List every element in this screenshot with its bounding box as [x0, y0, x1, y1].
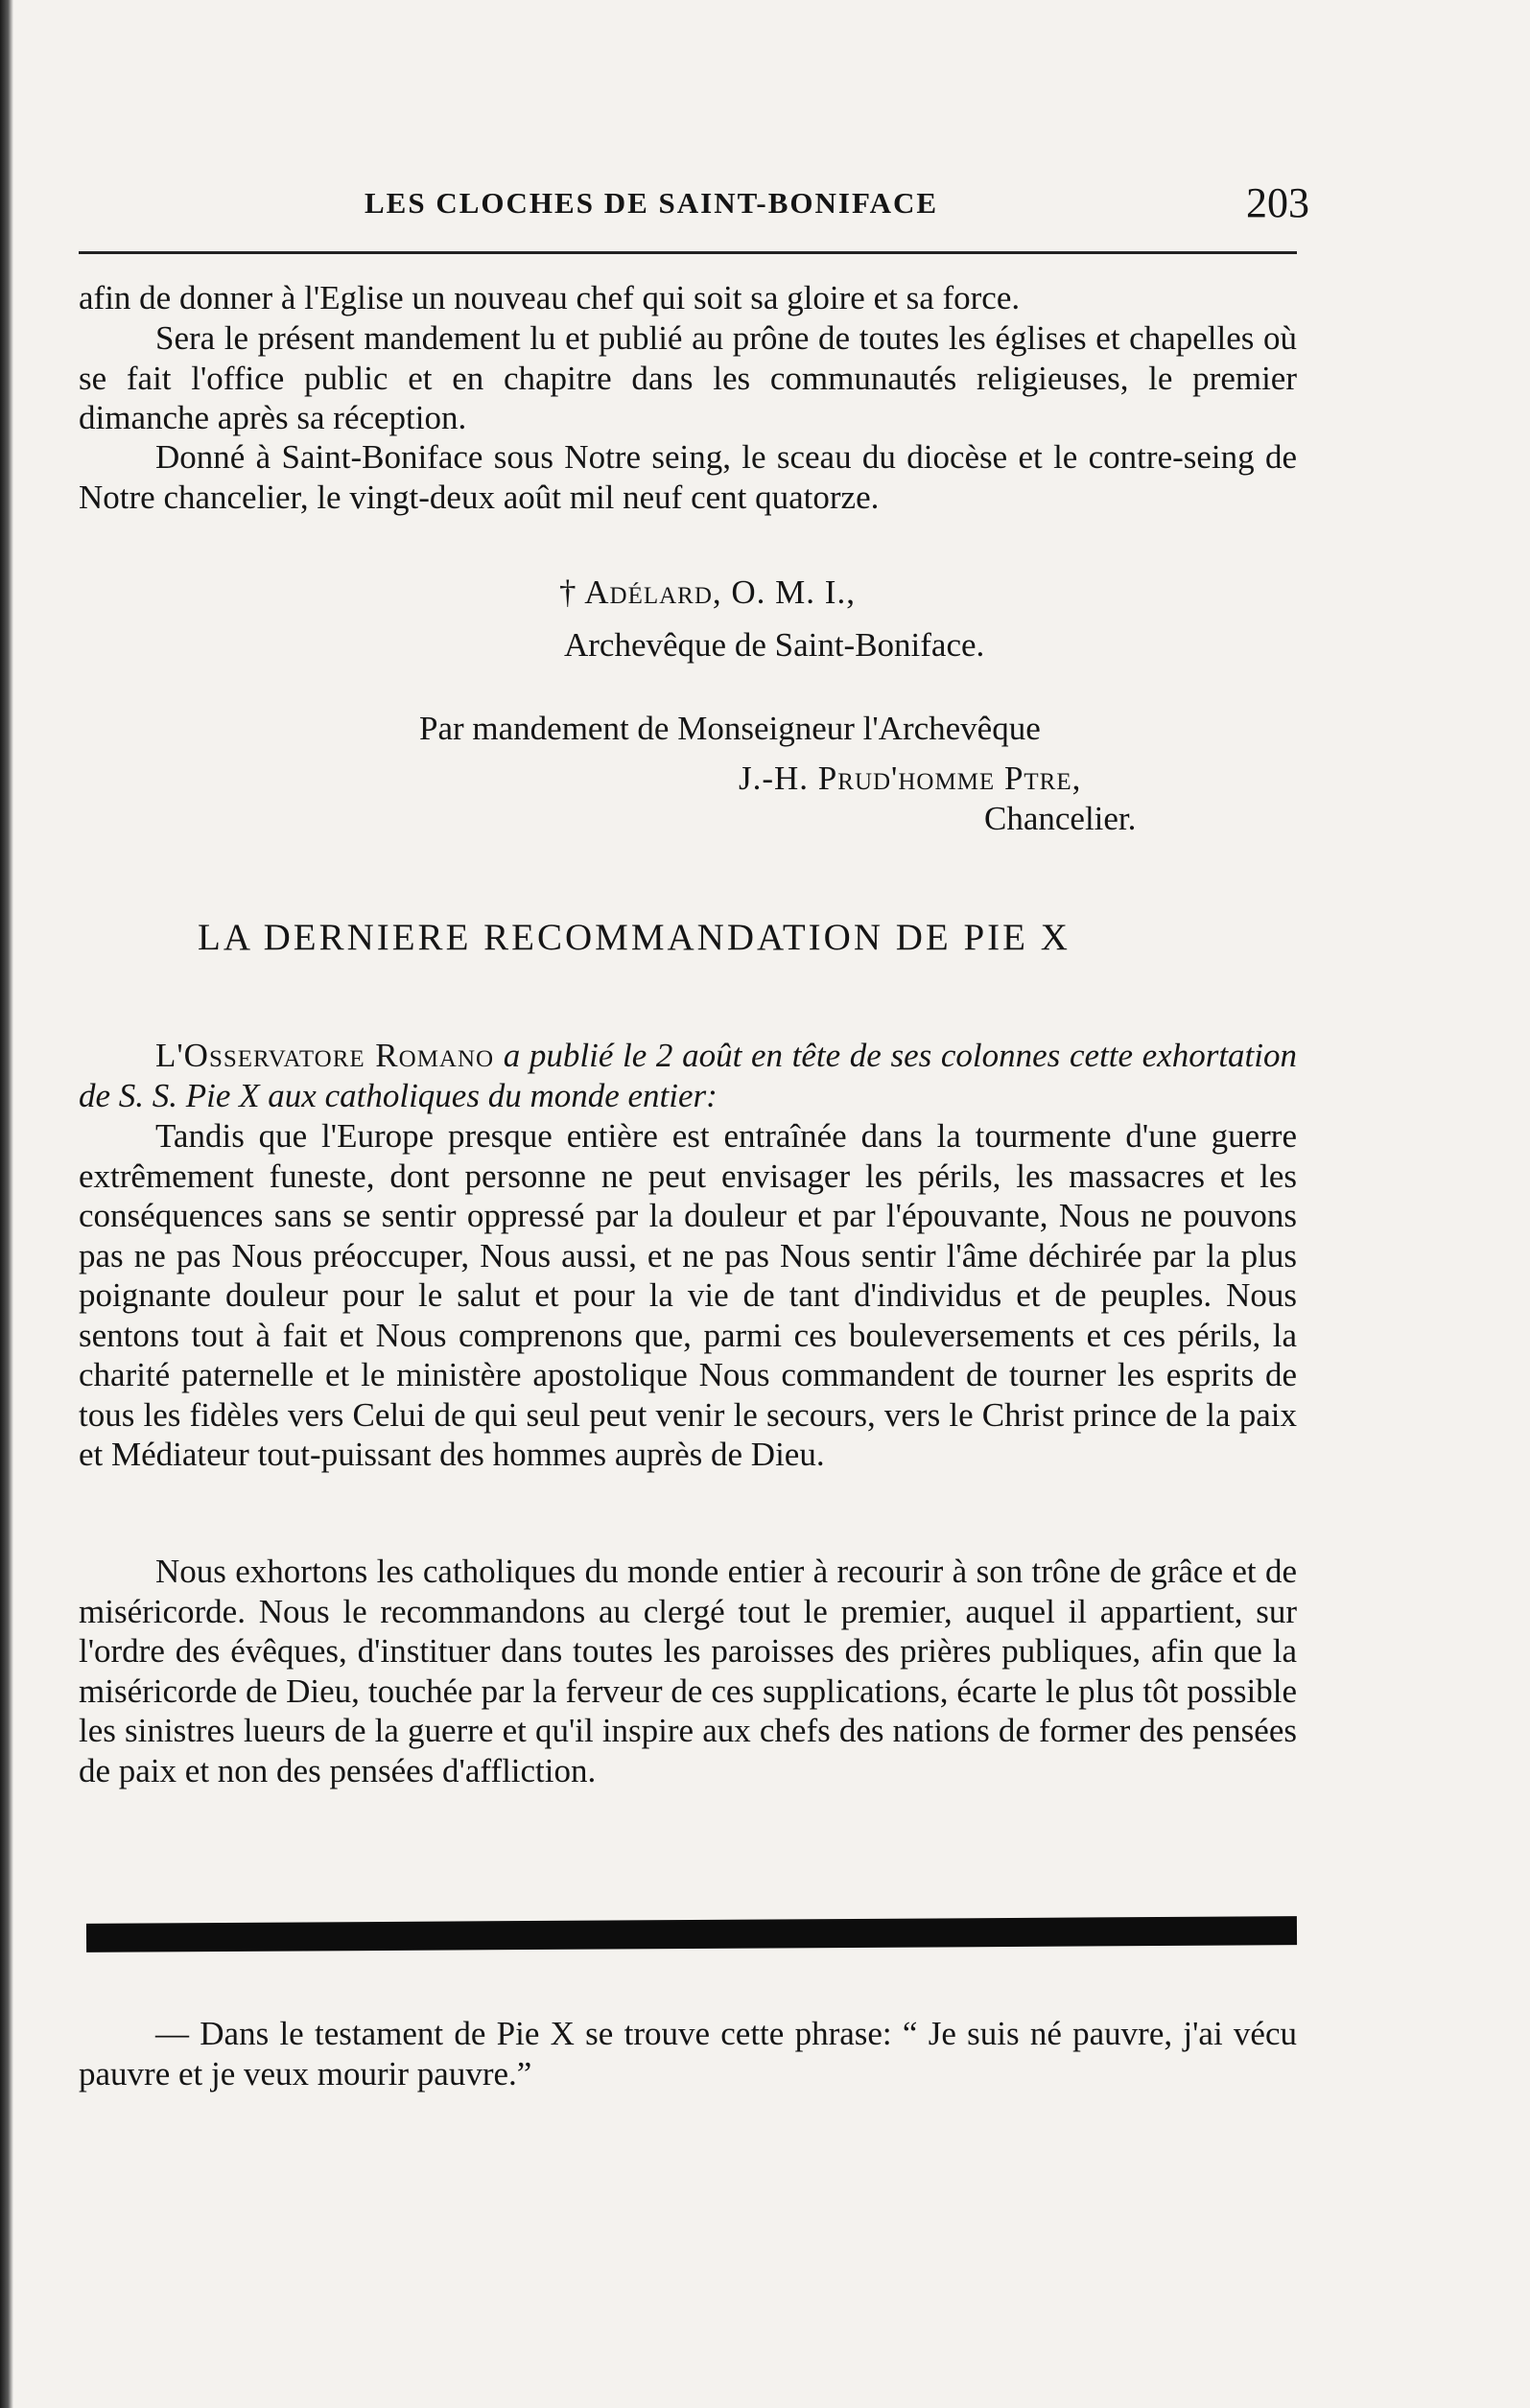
signature-title: Archevêque de Saint-Boniface. — [564, 626, 985, 664]
signature-name: Adélard, O. M. I., — [584, 573, 856, 611]
by-order-line: Par mandement de Monseigneur l'Archevêque — [419, 710, 1041, 747]
section-divider-bar — [86, 1916, 1297, 1952]
header-rule — [79, 251, 1297, 254]
article-intro-text: a publié le 2 août en tête de ses colonnes cette exhortation de S. S. Pie X aux catholiques du monde entier: — [79, 1037, 1298, 1114]
cross-symbol: † — [559, 573, 577, 611]
footnote: — Dans le testament de Pie X se trouve cette phrase: “ Je suis né pauvre, j'ai vécu pauvre et je veux mourir pauvre.” — [79, 2015, 1297, 2092]
article-paragraph-1: Tandis que l'Europe presque entière est entraînée dans la tourmente d'une guerre extrêmement funeste, dont personne ne peut envisager les périls, les massacres et les conséquences sans se sentir oppressé par la douleur et par l'épouvante, Nous ne pouvons pas ne pas Nous préoccuper, Nous aussi, et ne pas Nous sentir l'âme déchirée par la plus poignante douleur pour le salut et pour la vie de tant d'individus et de peuples. Nous sentons tout à fait et Nous comprenons que, parmi ces bouleversements et ces périls, la charité paternelle et le ministère apostolique Nous commandent de tourner les esprits de tous les fidèles vers Celui de qui seul peut venir le secours, vers le Christ prince de la paix et Médiateur tout-puissant des hommes auprès de Dieu. — [79, 1117, 1297, 1473]
mandement-paragraph-3: Donné à Saint-Boniface sous Notre seing, le sceau du diocèse et le contre-seing de Notre chancelier, le vingt-deux août mil neuf cent quatorze. — [79, 438, 1297, 516]
mandement-paragraph-1: afin de donner à l'Eglise un nouveau chef qui soit sa gloire et sa force. — [79, 279, 1021, 316]
signature-name-line — [559, 573, 856, 612]
mandement-paragraph-2: Sera le présent mandement lu et publié au prône de toutes les églises et chapelles où se fait l'office public et en chapitre dans les communautés religieuses, le premier dimanche après sa réception. — [79, 319, 1297, 436]
running-title: LES CLOCHES DE SAINT-BONIFACE — [365, 186, 939, 220]
page-number: 203 — [1246, 179, 1309, 226]
newspaper-name: L'Osservatore Romano — [155, 1037, 495, 1074]
cosigner-name: J.-H. Prud'homme Ptre, — [739, 760, 1082, 797]
cosigner-title: Chancelier. — [984, 800, 1137, 837]
article-paragraph-2: Nous exhortons les catholiques du monde entier à recourir à son trône de grâce et de miséricorde. Nous le recommandons au clergé tout le premier, auquel il appartient, sur l'ordre des évêques, d'instituer dans toutes les paroisses des prières publiques, afin que la miséricorde de Dieu, touchée par la ferveur de ces supplications, écarte le plus tôt possible les sinistres lueurs de la guerre et qu'il inspire aux chefs des nations de former des pensées de paix et non des pensées d'affliction. — [79, 1553, 1297, 1789]
article-intro — [79, 1036, 1297, 1115]
article-title: LA DERNIERE RECOMMANDATION DE PIE X — [198, 917, 1071, 958]
page-header — [365, 178, 1309, 236]
